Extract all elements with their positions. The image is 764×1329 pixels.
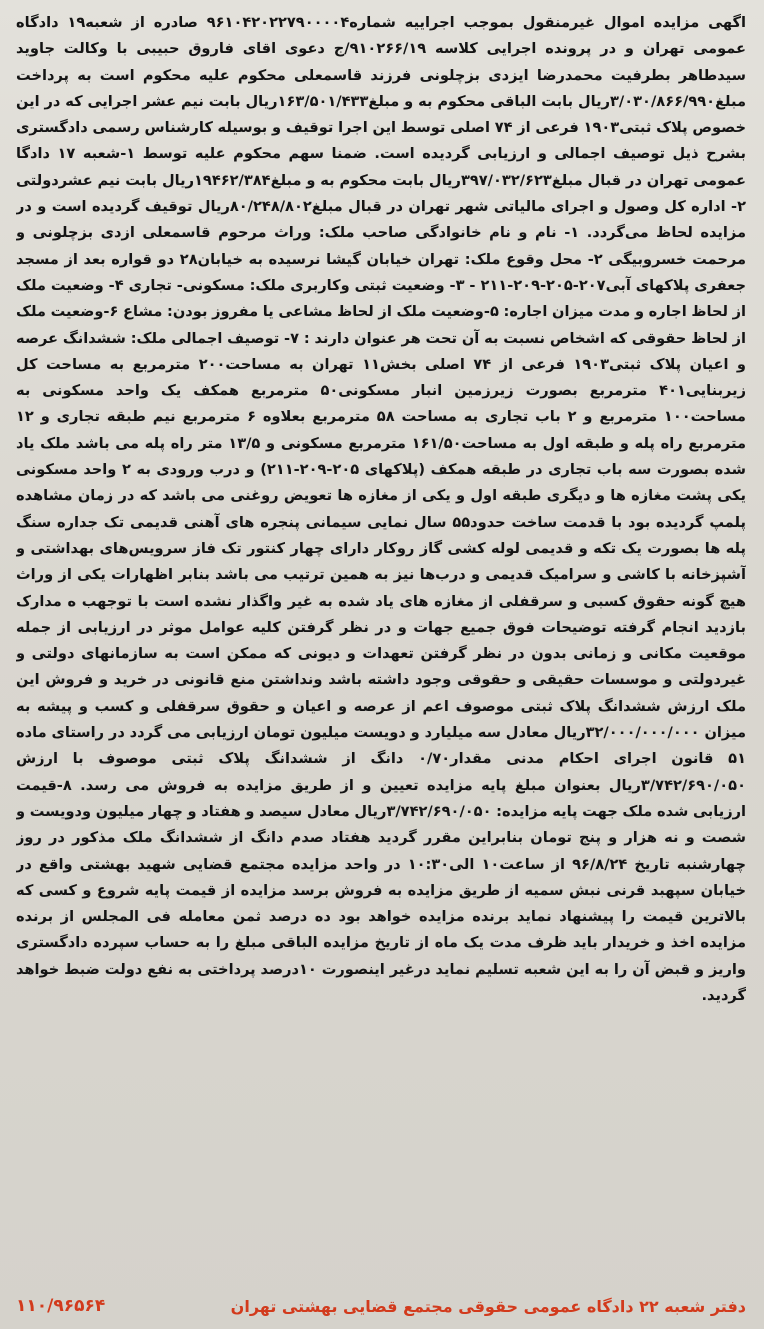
- issuer-office: دفتر شعبه ۲۲ دادگاه عمومی حقوقی مجتمع قضایی بهشتی تهران: [230, 1296, 746, 1316]
- notice-code: ۱۱۰/۹۶۵۶۴: [16, 1296, 106, 1316]
- notice-body-text: اگهی مزایده اموال غیرمنقول بموجب اجراییه شماره۹۶۱۰۴۲۰۲۲۷۹۰۰۰۰۴ صادره از شعبه۱۹ دادگاه عمومی تهران و در پرونده اجرایی کلاسه ۹۱۰۲۶۶/۱۹/ج دعوی اقای فاروق حبیبی با وکالت جاوید سیدطاهر بطرفیت محمدرضا ایزدی بزچلونی فرزند قاسمعلی محکوم علیه محکوم است به پرداخت مبلغ۳/۰۳۰/۸۶۶/۹۹۰ریال بابت الباقی محکوم به و مبلغ۱۶۳/۵۰۱/۴۳۳ریال بابت نیم عشر اجرایی که در این خصوص پلاک ثبتی۱۹۰۳ فرعی از ۷۴ اصلی توسط این اجرا توقیف و بوسیله کارشناس رسمی دادگستری بشرح ذیل توصیف اجمالی و ارزیابی گردیده است. ضمنا سهم محکوم علیه توسط ۱-شعبه ۱۷ دادگا عمومی تهران در قبال مبلغ۳۹۷/۰۳۲/۶۲۳ریال بابت محکوم به و مبلغ۱۹۴۶۲/۳۸۴ریال بابت نیم عشردولتی ۲- اداره کل وصول و اجرای مالیاتی شهر تهران در قبال مبلغ۸۰/۲۴۸/۸۰۲ریال توقیف گردیده است و در مزایده لحاظ می‌گردد. ۱- نام و نام خانوادگی صاحب ملک: وراث مرحوم قاسمعلی ازدی بزچلونی و مرحمت خسروبیگی ۲- محل وقوع ملک: تهران خیابان گیشا نرسیده به خیابان۲۸ دو قواره بعد از مسجد جعفری پلاکهای آبی۲۰۷-۲۰۵-۲۰۹-۲۱۱ - ۳- وضعیت ثبتی وکاربری ملک: مسکونی- تجاری ۴- وضعیت ملک از لحاظ اجاره و مدت میزان اجاره: ۵-وضعیت ملک از لحاظ مشاعی یا مفروز بودن: مشاع ۶-وضعیت ملک از لحاظ حقوقی که اشخاص نسبت به آن تحت هر عنوان دارند : ۷- توصیف اجمالی ملک: ششدانگ عرصه و اعیان پلاک ثبتی۱۹۰۳ فرعی از ۷۴ اصلی بخش۱۱ تهران به مساحت۲۰۰ مترمربع به مساحت کل زیربنایی۴۰۱ مترمربع بصورت زیرزمین انبار مسکونی۵۰ مترمربع همکف یک واحد مسکونی به مساحت۱۰۰ مترمربع و ۲ باب تجاری به مساحت ۵۸ مترمربع بعلاوه ۶ مترمربع نیم طبقه تجاری و ۱۲ مترمربع راه پله و طبقه اول به مساحت۱۶۱/۵۰ مترمربع مسکونی و ۱۳/۵ متر راه پله می باشد ملک یاد شده بصورت سه باب تجاری در طبقه همکف (پلاکهای ۲۰۵-۲۰۹-۲۱۱) و درب ورودی به ۲ واحد مسکونی یکی پشت مغازه ها و دیگری طبقه اول و یکی از مغازه ها تعویض روغنی می باشد که در زمان مشاهده پلمپ گردیده بود با قدمت ساخت حدود۵۵ سال نمایی سیمانی پنجره های آهنی قدیمی تک جداره سنگ پله ها بصورت یک تکه و قدیمی لوله کشی گاز روکار دارای چهار کنتور تک فاز سرویس‌های بهداشتی و آشپزخانه با کاشی و سرامیک قدیمی و درب‌ها نیز به همین ترتیب می باشد بنابر اظهارات یکی از وراث هیچ گونه حقوق کسبی و سرقفلی از مغازه های یاد شده به غیر واگذار نشده است با توجهب ه مدارک بازدید انجام گرفته توضیحات فوق جمیع جهات و در نظر گرفتن کلیه عوامل موثر در ارزیابی از جمله موقعیت مکانی و زمانی بدون در نظر گرفتن تعهدات و دیونی که ممکن است به سازمانهای دولتی و غیردولتی و موسسات حقیقی و حقوقی وجود داشته باشد ونداشتن منع قانونی در خرید و فروش این ملک ارزش ششدانگ پلاک ثبتی موصوف اعم از عرصه و اعیان و حقوق سرقفلی و کسب و پیشه به میزان ۳۲/۰۰۰/۰۰۰/۰۰۰ریال معادل سه میلیارد و دویست میلیون تومان ارزیابی می گردد در راستای ماده ۵۱ قانون اجرای احکام مدنی مقدار۰/۷۰ دانگ از ششدانگ پلاک ثبتی موصوف با ارزش ۳/۷۴۲/۶۹۰/۰۵۰ریال بعنوان مبلغ پایه مزایده تعیین و از طریق مزایده به فروش می رسد. ۸-قیمت ارزیابی شده ملک جهت پایه مزایده: ۳/۷۴۲/۶۹۰/۰۵۰ریال معادل سیصد و هفتاد و چهار میلیون ودویست و شصت و نه هزار و پنج تومان بنابراین مقرر گردید هفتاد صدم دانگ از ششدانگ ملک مذکور در روز چهارشنبه تاریخ ۹۶/۸/۲۴ از ساعت۱۰ الی۱۰:۳۰ در واحد مزایده مجتمع قضایی شهید بهشتی واقع در خیابان سپهبد قرنی نبش سمیه از طریق مزایده به فروش برسد مزایده از قیمت پایه شروع و کسی که بالاترین قیمت را پیشنهاد نماید برنده مزایده خواهد بود ده درصد ثمن معامله فی المجلس از برنده مزایده اخذ و خریدار باید ظرف مدت یک ماه از تاریخ مزایده الباقی مبلغ را به حساب سپرده دادگستری واریز و قبض آن را به این شعبه تسلیم نماید درغیر اینصورت ۱۰درصد پرداختی به نفع دولت ضبط خواهد گردید.: [16, 14, 746, 1004]
- notice-footer: [16, 1291, 746, 1321]
